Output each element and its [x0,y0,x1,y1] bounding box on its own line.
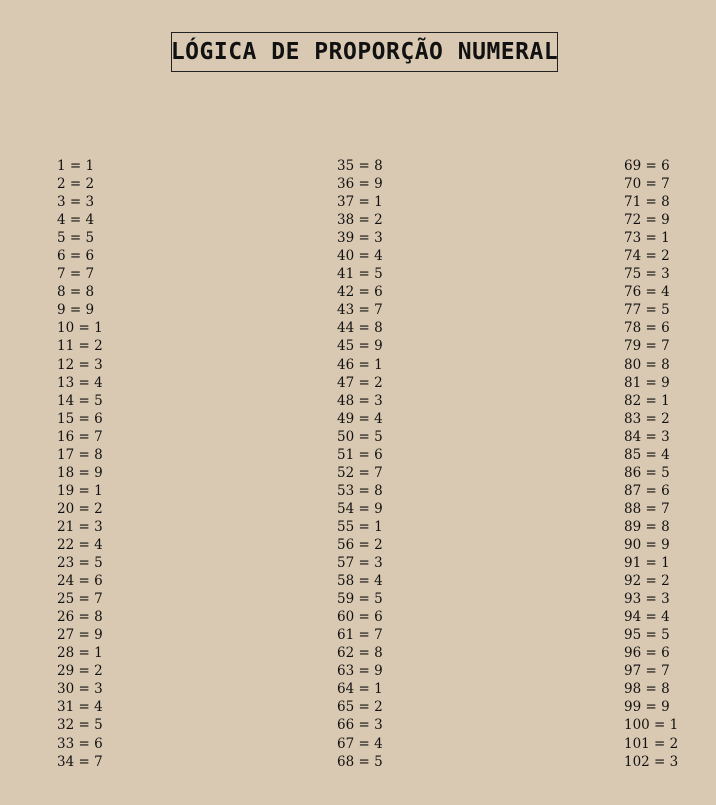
list-item: 62 = 8 [337,645,383,662]
list-item: 38 = 2 [337,212,383,229]
list-item: 11 = 2 [57,338,103,355]
list-item: 6 = 6 [57,248,95,265]
list-item: 87 = 6 [624,482,670,499]
list-item: 15 = 6 [57,410,103,427]
list-item: 23 = 5 [57,555,103,572]
list-item: 63 = 9 [337,663,383,680]
list-item: 95 = 5 [624,627,670,644]
list-item: 49 = 4 [337,410,383,427]
list-item: 57 = 3 [337,555,383,572]
list-item: 56 = 2 [337,536,383,553]
list-item: 24 = 6 [57,573,103,590]
list-item: 21 = 3 [57,518,103,535]
list-item: 84 = 3 [624,428,670,445]
list-item: 3 = 3 [57,194,95,211]
list-item: 93 = 3 [624,591,670,608]
list-item: 77 = 5 [624,302,670,319]
list-item: 46 = 1 [337,356,383,373]
list-item: 78 = 6 [624,320,670,337]
list-item: 7 = 7 [57,266,95,283]
list-item: 71 = 8 [624,194,670,211]
list-item: 5 = 5 [57,230,95,247]
list-item: 81 = 9 [624,374,670,391]
list-item: 33 = 6 [57,735,103,752]
list-item: 40 = 4 [337,248,383,265]
list-item: 14 = 5 [57,392,103,409]
number-column-1 [57,157,103,771]
page-title: LÓGICA DE PROPORÇÃO NUMERAL [170,39,559,65]
list-item: 30 = 3 [57,681,103,698]
list-item: 10 = 1 [57,320,103,337]
list-item: 101 = 2 [624,735,679,752]
list-item: 42 = 6 [337,284,383,301]
list-item: 13 = 4 [57,374,103,391]
list-item: 85 = 4 [624,446,670,463]
list-item: 86 = 5 [624,464,670,481]
list-item: 9 = 9 [57,302,95,319]
list-item: 75 = 3 [624,266,670,283]
title-box [171,32,558,72]
list-item: 65 = 2 [337,699,383,716]
list-item: 58 = 4 [337,573,383,590]
list-item: 36 = 9 [337,176,383,193]
list-item: 37 = 1 [337,194,383,211]
list-item: 91 = 1 [624,555,670,572]
list-item: 68 = 5 [337,753,383,770]
list-item: 94 = 4 [624,609,670,626]
list-item: 64 = 1 [337,681,383,698]
list-item: 26 = 8 [57,609,103,626]
list-item: 99 = 9 [624,699,670,716]
list-item: 19 = 1 [57,482,103,499]
list-item: 80 = 8 [624,356,670,373]
list-item: 52 = 7 [337,464,383,481]
list-item: 34 = 7 [57,753,103,770]
list-item: 41 = 5 [337,266,383,283]
list-item: 22 = 4 [57,536,103,553]
list-item: 82 = 1 [624,392,670,409]
list-item: 50 = 5 [337,428,383,445]
list-item: 20 = 2 [57,500,103,517]
list-item: 25 = 7 [57,591,103,608]
list-item: 48 = 3 [337,392,383,409]
list-item: 16 = 7 [57,428,103,445]
list-item: 53 = 8 [337,482,383,499]
list-item: 47 = 2 [337,374,383,391]
list-item: 92 = 2 [624,573,670,590]
list-item: 66 = 3 [337,717,383,734]
list-item: 69 = 6 [624,158,670,174]
list-item: 17 = 8 [57,446,103,463]
number-column-2 [337,157,383,771]
list-item: 55 = 1 [337,518,383,535]
list-item: 73 = 1 [624,230,670,247]
list-item: 61 = 7 [337,627,383,644]
list-item: 67 = 4 [337,735,383,752]
list-item: 102 = 3 [624,753,679,770]
list-item: 18 = 9 [57,464,103,481]
list-item: 8 = 8 [57,284,95,301]
list-item: 12 = 3 [57,356,103,373]
number-column-3 [624,157,678,771]
list-item: 45 = 9 [337,338,383,355]
list-item: 79 = 7 [624,338,670,355]
list-item: 4 = 4 [57,212,95,229]
list-item: 43 = 7 [337,302,383,319]
list-item: 97 = 7 [624,663,670,680]
list-item: 89 = 8 [624,518,670,535]
list-item: 28 = 1 [57,645,103,662]
list-item: 54 = 9 [337,500,383,517]
list-item: 29 = 2 [57,663,103,680]
list-item: 44 = 8 [337,320,383,337]
list-item: 72 = 9 [624,212,670,229]
list-item: 88 = 7 [624,500,670,517]
list-item: 100 = 1 [624,717,679,734]
list-item: 1 = 1 [57,158,95,174]
list-item: 98 = 8 [624,681,670,698]
list-item: 32 = 5 [57,717,103,734]
list-item: 70 = 7 [624,176,670,193]
list-item: 90 = 9 [624,536,670,553]
list-item: 59 = 5 [337,591,383,608]
list-item: 76 = 4 [624,284,670,301]
list-item: 39 = 3 [337,230,383,247]
list-item: 31 = 4 [57,699,103,716]
list-item: 96 = 6 [624,645,670,662]
list-item: 74 = 2 [624,248,670,265]
list-item: 27 = 9 [57,627,103,644]
list-item: 60 = 6 [337,609,383,626]
list-item: 35 = 8 [337,158,383,174]
list-item: 83 = 2 [624,410,670,427]
list-item: 2 = 2 [57,176,95,193]
list-item: 51 = 6 [337,446,383,463]
